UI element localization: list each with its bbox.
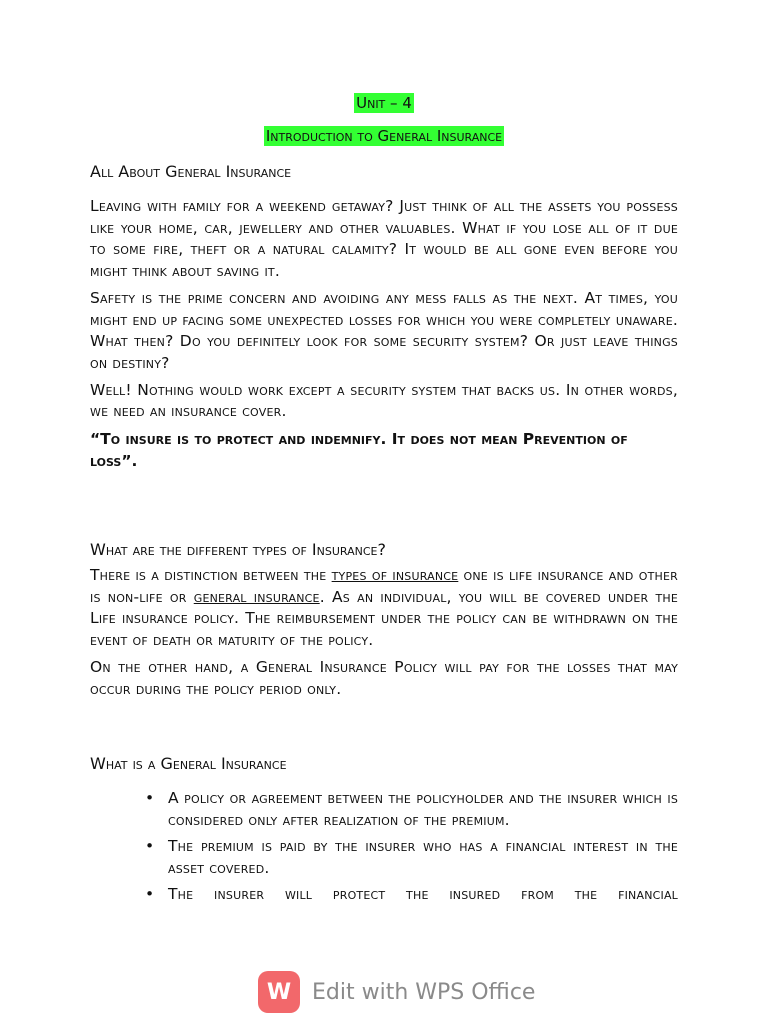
bullet-icon: • [145,837,155,855]
unit-label: Unit – 4 [356,94,412,112]
section-all-about [90,162,678,181]
section-what-is-body [90,788,678,911]
intro-title-text: Introduction to General Insurance [265,127,503,145]
bullet-icon: • [145,885,155,903]
list-item: • The insurer will protect the insured from the financial [90,884,678,906]
bullet-icon: • [145,789,155,807]
section-types [90,540,678,559]
section-what-is [90,754,678,773]
section-types-body [90,565,678,705]
unit-title [90,93,678,112]
paragraph: There is a distinction between the types of insurance one is life insurance and other is non-life or general insurance. As an individual, you will be covered under the Life insurance policy. The reimbursement under the policy can be withdrawn on the event of death or maturity of the policy. [90,566,679,650]
paragraph: Safety is the prime concern and avoiding any mess falls as the next. At times, you might end up facing some unexpected losses for which you were completely unaware. What then? Do you definitely look for some security system? Or just leave things on destiny? [90,288,678,372]
section-heading: What are the different types of Insurance? [90,540,386,559]
list-item: • A policy or agreement between the policyholder and the insurer which is considered only after realization of the premium. [145,789,678,829]
paragraph: On the other hand, a General Insurance Policy will pay for the losses that may occur during the policy period only. [90,657,678,698]
wps-watermark-text: Edit with WPS Office [312,979,536,1005]
section-all-about-body [90,196,678,472]
section-heading: All About General Insurance [90,162,292,181]
quote: “To insure is to protect and indemnify. It does not mean Prevention of loss”. [90,430,628,471]
paragraph: Well! Nothing would work except a security system that backs us. In other words, we need an insurance cover. [90,380,678,421]
wps-logo-icon: W [258,971,300,1013]
types-of-insurance-link[interactable]: types of insurance [331,566,459,584]
general-insurance-link[interactable]: general insurance [193,587,320,606]
section-heading: What is a General Insurance [90,754,287,773]
bullet-list [90,788,678,906]
paragraph: Leaving with family for a weekend getaway? Just think of all the assets you possess like your home, car, jewellery and other valuables. What if you lose all of it due to some fire, theft or a natural calamity? It would be all gone even before you might think about saving it. [90,197,678,281]
list-item: • The premium is paid by the insurer who has a financial interest in the asset covered. [145,837,678,877]
wps-watermark[interactable] [258,969,535,1015]
intro-title [90,126,678,145]
